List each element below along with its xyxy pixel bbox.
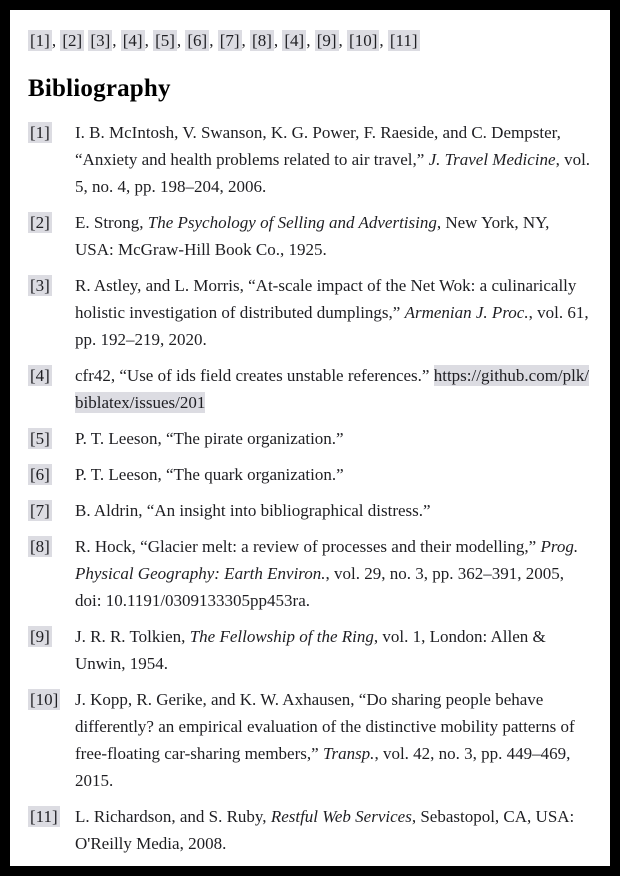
reference-label-column [28,272,75,299]
citation-ref-2-1[interactable]: [2] [62,31,83,50]
reference-text-segment: J. R. R. Tolkien, [75,627,190,646]
reference-entry [28,362,592,416]
reference-label[interactable]: [6] [30,465,50,484]
citation-ref-10-10[interactable]: [10] [349,31,378,50]
reference-text-segment: , vol. 5, no. 4, pp. 198–204, 2006. [75,150,591,196]
reference-text-segment: R. Astley, and L. Morris, “At-scale impact of the Net Wok: a culinarically holistic investigation of distributed dumplings,” [75,276,577,322]
reference-label-column [28,425,75,452]
reference-text [75,623,592,677]
reference-label[interactable]: [4] [30,366,50,385]
reference-text [75,272,592,353]
reference-text [75,119,592,200]
reference-entry [28,425,592,452]
citation-ref-7-6[interactable]: [7] [219,31,240,50]
reference-label-column [28,533,75,560]
reference-text-segment: E. Strong, [75,213,148,232]
reference-text [75,533,592,614]
reference-entry [28,533,592,614]
reference-entry [28,686,592,794]
reference-title: Restful Web Services [270,807,412,826]
reference-label[interactable]: [7] [30,501,50,520]
reference-text-segment: cfr42, “Use of ids field creates unstable references.” [75,366,434,385]
reference-list [28,119,592,857]
reference-text-segment: , vol. 29, no. 3, pp. 362–391, 2005, doi: 10.1191/0309133305pp453ra. [75,564,565,610]
reference-text-segment: , Sebastopol, CA, USA: O'Reilly Media, 2008. [75,807,575,853]
reference-text-segment: L. Richardson, and S. Ruby, [75,807,271,826]
reference-entry [28,119,592,200]
reference-label[interactable]: [10] [30,690,59,709]
reference-text-segment: P. T. Leeson, “The pirate organization.” [75,429,344,448]
reference-entry [28,209,592,263]
reference-text [75,497,592,524]
reference-entry [28,272,592,353]
citation-ref-5-4[interactable]: [5] [155,31,175,50]
reference-title: J. Travel Medicine [428,150,556,169]
bibliography-heading: Bibliography [28,75,171,102]
citation-ref-4-3[interactable]: [4] [122,31,143,50]
reference-text-segment: P. T. Leeson, “The quark organization.” [75,465,344,484]
reference-label[interactable]: [3] [30,276,50,295]
reference-label-column [28,119,75,146]
reference-text [75,362,592,416]
reference-entry [28,623,592,677]
reference-label[interactable]: [5] [30,429,50,448]
reference-text-segment: B. Aldrin, “An insight into bibliographical distress.” [75,501,431,520]
reference-entry [28,497,592,524]
reference-url-link[interactable]: https://github.com/plk/biblatex/issues/201 [75,366,590,412]
reference-title: The Psychology of Selling and Advertising [147,213,437,232]
reference-text [75,686,592,794]
reference-text [75,803,592,857]
citation-ref-4-8[interactable]: [4] [284,31,305,50]
reference-text [75,461,592,488]
reference-label-column [28,497,75,524]
reference-label-column [28,461,75,488]
reference-label[interactable]: [2] [30,213,50,232]
reference-title: Prog. Physical Geography: Earth Environ. [75,537,579,583]
citation-line: [1] , [2] [3] , [4] , [5] , [6] , [7] , [8] , [4] , [9] , [10] , [11] [30,31,418,50]
reference-title: The Fellowship of the Ring [189,627,374,646]
reference-text-segment: R. Hock, “Glacier melt: a review of processes and their modelling,” [75,537,541,556]
document-page [10,10,610,866]
reference-text-segment: , vol. 1, London: Allen & Unwin, 1954. [75,627,546,673]
reference-label-column [28,686,75,713]
reference-text [75,425,592,452]
reference-text-segment: , New York, NY, USA: McGraw-Hill Book Co., 1925. [75,213,550,259]
reference-label[interactable]: [11] [30,807,58,826]
citation-ref-9-9[interactable]: [9] [316,31,337,50]
citation-ref-8-7[interactable]: [8] [252,31,272,50]
reference-entry [28,803,592,857]
reference-label[interactable]: [9] [30,627,50,646]
reference-text-segment: J. Kopp, R. Gerike, and K. W. Axhausen, “Do sharing people behave differently? an empirical evaluation of the distinctive mobility patterns of free-floating car-sharing members,” [75,690,575,763]
reference-title: Armenian J. Proc. [404,303,529,322]
reference-text-segment: I. B. McIntosh, V. Swanson, K. G. Power, F. Raeside, and C. Dempster, “Anxiety and health problems related to air travel,” [75,123,561,169]
citation-ref-3-2[interactable]: [3] [90,31,111,50]
reference-label-column [28,803,75,830]
reference-title: Transp. [322,744,375,763]
reference-text-segment: , vol. 42, no. 3, pp. 449–469, 2015. [75,744,571,790]
reference-label[interactable]: [8] [30,537,50,556]
reference-label-column [28,209,75,236]
citation-ref-6-5[interactable]: [6] [187,31,208,50]
citation-ref-1-0[interactable]: [1] [30,31,50,50]
reference-label-column [28,362,75,389]
citation-ref-11-11[interactable]: [11] [389,31,418,50]
reference-label-column [28,623,75,650]
reference-text-segment: , vol. 61, pp. 192–219, 2020. [75,303,589,349]
reference-label[interactable]: [1] [30,123,50,142]
reference-entry [28,461,592,488]
reference-text [75,209,592,263]
